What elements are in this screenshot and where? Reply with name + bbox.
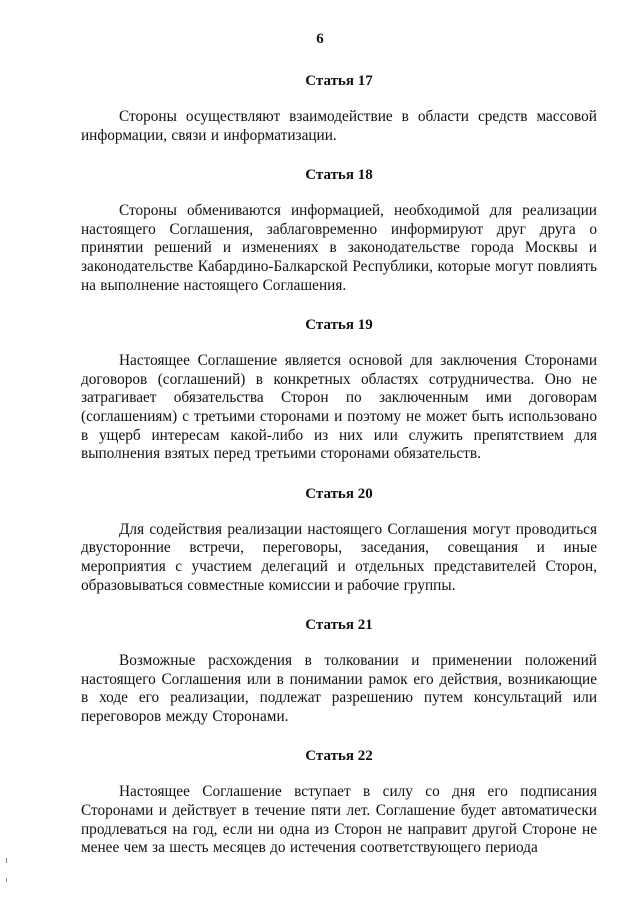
article-paragraph: Настоящее Соглашение вступает в силу со дня его подписания Сторонами и действует в течение пяти лет. Соглашение будет автоматически продлеваться на год, если ни одна из Сторон не направит другой Стороне не менее чем за шесть месяцев до истечения соответствующего периода xyxy=(81,783,597,857)
article-heading: Статья 22 xyxy=(305,748,373,765)
article-heading: Статья 21 xyxy=(305,617,373,634)
article-19 xyxy=(81,316,597,464)
article-18 xyxy=(81,166,597,295)
page-number: 6 xyxy=(316,31,324,47)
article-paragraph: Стороны осуществляют взаимодействие в области средств массовой информации, связи и информатизации. xyxy=(81,108,597,144)
article-20 xyxy=(81,485,597,595)
article-paragraph: Возможные расхождения в толковании и применении положений настоящего Соглашения или в понимании рамок его действия, возникающие в ходе его реализации, подлежат разрешению путем консультаций или переговоров между Сторонами. xyxy=(81,652,597,725)
article-paragraph: Для содействия реализации настоящего Соглашения могут проводиться двусторонние встречи, переговоры, заседания, совещания и иные мероприятия с участием делегаций и отдельных представителей Сторон, образовываться совместные комиссии и рабочие группы. xyxy=(81,520,597,594)
article-22 xyxy=(81,747,597,857)
article-heading: Статья 17 xyxy=(305,73,373,89)
scan-margin-mark xyxy=(6,878,7,882)
article-paragraph: Стороны обмениваются информацией, необходимой для реализации настоящего Соглашения, заблаговременно информируют друг друга о принятии решений и изменениях в законодательстве города Москвы и законодательстве Кабардино-Балкарской Республики, которые могут повлиять на выполнение настоящего Соглашения. xyxy=(81,202,597,294)
article-paragraph: Настоящее Соглашение является основой для заключения Сторонами договоров (соглашений) в конкретных областях сотрудничества. Оно не затрагивает обязательства Сторон по заключенным ими договорам (соглашениям) с третьими сторонами и поэтому не может быть использовано в ущерб интересам какой-либо из них или служить препятствием для выполнения взятых перед третьими сторонами обязательств. xyxy=(81,352,597,463)
article-17 xyxy=(81,72,597,145)
article-heading: Статья 20 xyxy=(305,485,373,502)
document-body xyxy=(81,72,597,858)
scan-margin-mark xyxy=(6,858,7,863)
article-21 xyxy=(81,616,597,726)
article-heading: Статья 18 xyxy=(305,167,373,184)
article-heading: Статья 19 xyxy=(305,317,373,334)
